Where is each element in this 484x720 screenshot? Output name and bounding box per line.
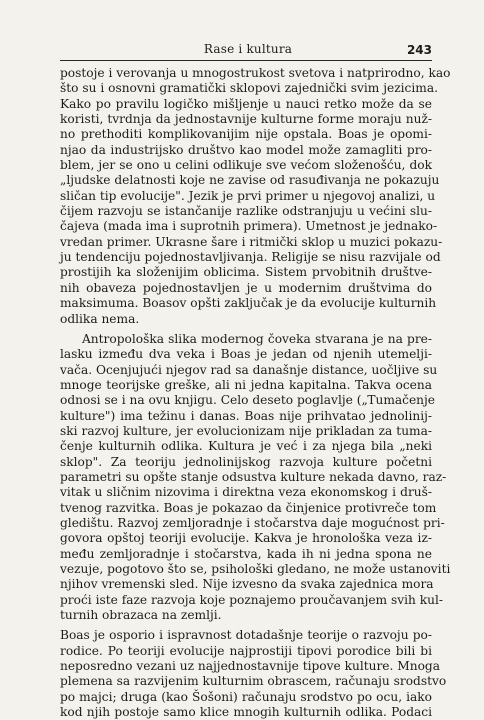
text-line: parametri su opšte stanje odsustva kulture nekada davno, raz- xyxy=(60,469,447,484)
text-line: nih obaveza pojednostavljen je u modernim društvima do xyxy=(60,280,432,295)
text-line: prostijih ka složenijim oblicima. Sistem prvobitnih društve- xyxy=(60,265,432,280)
body-text xyxy=(60,66,451,720)
text-line: vredan primer. Ukrasne šare i ritmički sklop u muzici pokazu- xyxy=(60,234,443,249)
text-line: tvenog razvitka. Boas je pokazao da činjenice protivreče tom xyxy=(60,500,437,515)
text-line: plemena sa razvijenim kulturnim obrascem, računaju srodstvo xyxy=(60,674,447,689)
text-line: kod njih postoje samo klice mnogih kulturnih odlika. Podaci xyxy=(60,705,432,720)
text-line: govora opštoj teoriji evolucije. Kakva je hronološka veza iz- xyxy=(60,531,432,546)
text-line: sličan tip evolucije". Jezik je prvi primer u njegovoj analizi, u xyxy=(60,188,436,203)
text-line: vezuje, pogotovo što se, psihološki gledano, ne može ustanoviti xyxy=(60,562,451,576)
text-line: turnih obrazaca na zemlji. xyxy=(60,608,222,623)
text-line: maksimuma. Boasov opšti zaključak je da evolucije kulturnih xyxy=(60,296,437,311)
page-number: 243 xyxy=(406,43,432,57)
paragraph xyxy=(60,66,451,327)
text-line: sklop". Za teoriju jednolinijskog razvoja kulture početni xyxy=(60,454,432,469)
text-line: gledištu. Razvoj zemljoradnje i stočarstva daje mogućnost pri- xyxy=(60,515,445,530)
text-line: mnoge teorijske greške, ali ni jedna kapitalna. Takva ocena xyxy=(60,377,432,392)
text-line: koristi, tvrdnja da jednostavnije kulturne forme moraju nuž- xyxy=(60,112,432,127)
text-line: čijem razvoju se istančanije razlike odstranjuju u većini slu- xyxy=(60,204,432,219)
text-line: „ljudske delatnosti koje ne zavise od rasuđivanja ne pokazuju xyxy=(60,173,440,188)
paragraph xyxy=(60,628,447,720)
text-line: rodice. Po teoriji evolucije najprostiji tipovi porodice bili bi xyxy=(60,643,432,658)
text-line: lasku između dva veka i Boas je jedan od njenih utemelji- xyxy=(60,347,432,362)
text-line: Antropološka slika modernog čoveka stvarana je na pre- xyxy=(82,331,432,346)
text-line: njihov vremenski sled. Nije izvesno da svaka zajednica mora xyxy=(60,577,434,592)
text-line: Boas je osporio i ispravnost dotadašnje teorije o razvoju po- xyxy=(60,628,432,643)
text-line: ski razvoj kulture, jer evolucionizam nije prikladan za tuma- xyxy=(60,423,432,438)
text-line: što su i osnovni gramatički sklopovi zajednički svim jezicima. xyxy=(60,81,438,96)
text-line: kulture") ima težinu i danas. Boas nije prihvatao jednolinij- xyxy=(60,408,432,423)
text-line: po majci; druga (kao Šošoni) računaju srodstvo po ocu, iako xyxy=(60,689,432,704)
text-line: čenje kulturnih odlika. Kultura je već i za njega bila „neki xyxy=(60,439,432,454)
text-line: ju tendenciju pojednostavljivanja. Religije se nisu razvijale od xyxy=(60,250,441,265)
text-line: čajeva (mada ima i suprotnih primera). Umetnost je jednako- xyxy=(60,219,438,234)
text-line: odnosi se i na ovu knjigu. Celo deseto poglavlje („Tumačenje xyxy=(60,393,436,408)
running-title: Rase i kultura xyxy=(203,42,293,56)
text-line: vitak u sličnim nizovima i direktna veza ekonomskog i druš- xyxy=(60,485,432,500)
text-line: neposredno vezani uz najjednostavnije tipove kulture. Mnoga xyxy=(60,659,441,674)
text-line: no prethoditi komplikovanijim nije opstala. Boas je opomi- xyxy=(60,127,432,142)
text-line: postoje i verovanja u mnogostrukost svetova i natprirodno, kao xyxy=(60,66,451,80)
text-line: blem, jer se ono u celini odlikuje sve većom složenošću, dok xyxy=(60,158,432,173)
text-line: odlika nema. xyxy=(60,311,140,326)
text-line: njao da industrijsko društvo kao model može zamagliti pro- xyxy=(60,142,432,157)
text-line: vača. Ocenjujući njegov rad sa današnje distance, uočljive su xyxy=(60,362,438,377)
header-rule xyxy=(60,60,432,61)
text-line: Kako po pravilu logičko mišljenje u nauci retko može da se xyxy=(60,96,432,111)
text-line: proći iste faze razvoja koje poznajemo proučavanjem svih kul- xyxy=(60,592,444,607)
text-line: među zemljoradnje i stočarstva, kada ih ni jedna spona ne xyxy=(60,546,432,561)
paragraph xyxy=(60,331,451,624)
